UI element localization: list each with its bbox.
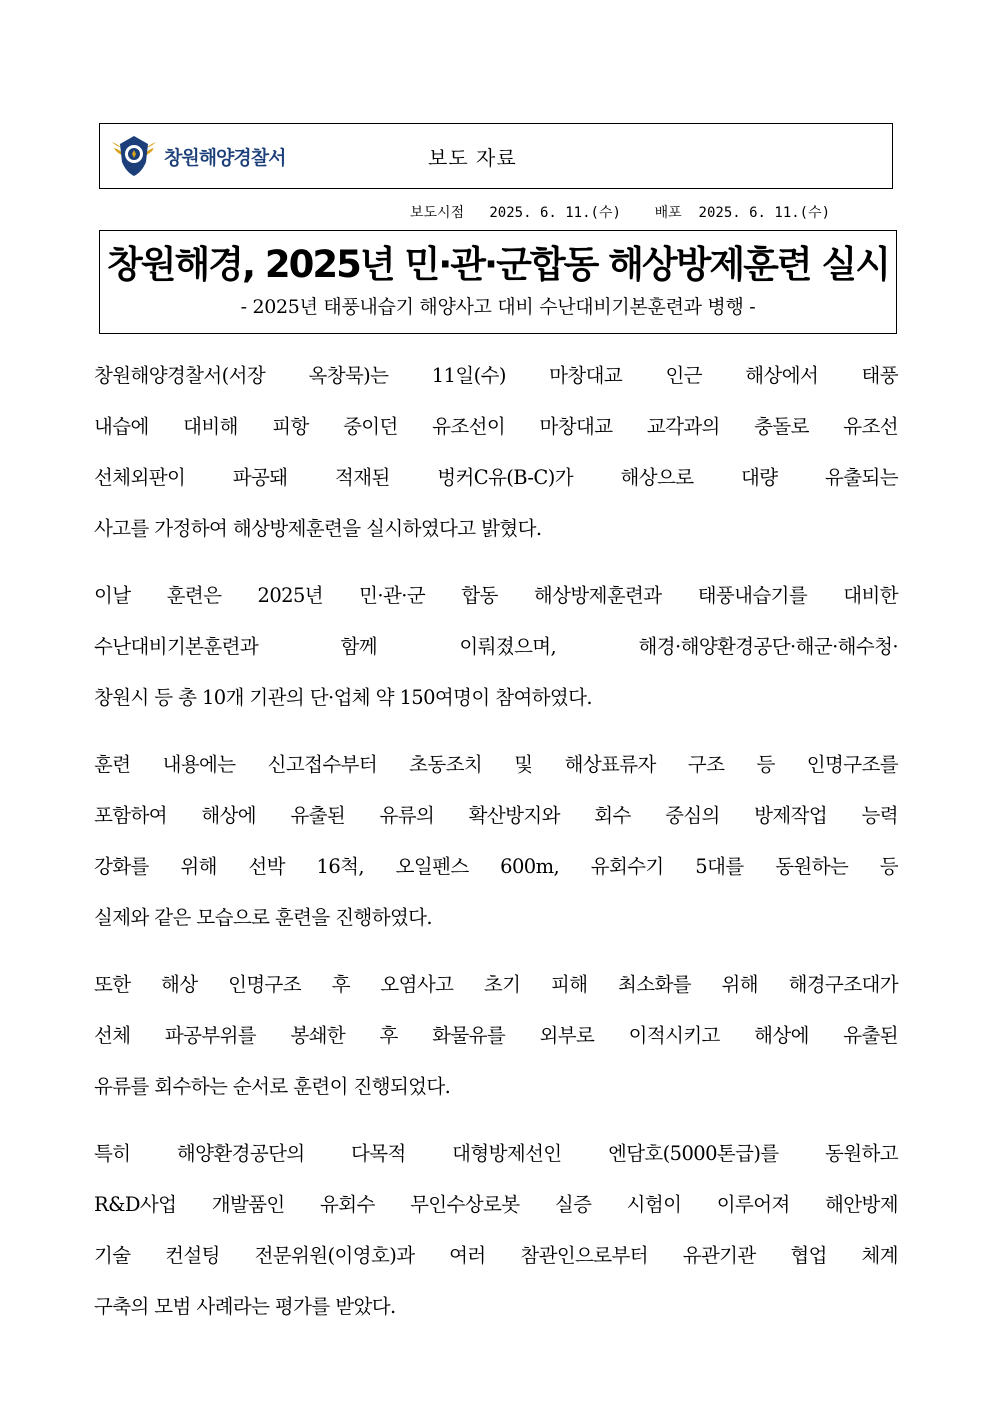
paragraph-line: 포함하여 해상에 유출된 유류의 확산방지와 회수 중심의 방제작업 능력 xyxy=(94,804,898,827)
org-logo xyxy=(110,134,285,178)
article-paragraph xyxy=(94,959,898,1112)
paragraph-line: R&D사업 개발품인 유회수 무인수상로봇 실증 시험이 이루어져 해안방제 xyxy=(94,1193,898,1216)
paragraph-line: 내습에 대비해 피항 중이던 유조선이 마창대교 교각과의 충돌로 유조선 xyxy=(94,415,898,438)
paragraph-line: 사고를 가정하여 해상방제훈련을 실시하였다고 밝혔다. xyxy=(94,517,542,540)
coast-guard-emblem-icon xyxy=(110,134,158,178)
paragraph-line: 선체외판이 파공돼 적재된 벙커C유(B-C)가 해상으로 대량 유출되는 xyxy=(94,466,898,489)
paragraph-line: 훈련 내용에는 신고접수부터 초동조치 및 해상표류자 구조 등 인명구조를 xyxy=(94,753,898,776)
article-body xyxy=(94,350,898,1348)
document-type: 보도 자료 xyxy=(428,146,517,170)
paragraph-line: 이날 훈련은 2025년 민·관·군 합동 해상방제훈련과 태풍내습기를 대비한 xyxy=(94,584,898,607)
paragraph-line: 강화를 위해 선박 16척, 오일펜스 600m, 유회수기 5대를 동원하는 등 xyxy=(94,855,898,878)
page-title: 창원해경, 2025년 민·관·군합동 해상방제훈련 실시 xyxy=(106,243,890,286)
paragraph-line: 구축의 모범 사례라는 평가를 받았다. xyxy=(94,1295,396,1318)
press-release-header xyxy=(99,123,893,189)
article-paragraph xyxy=(94,350,898,554)
org-name: 창원해양경찰서 xyxy=(164,146,286,169)
release-dates: 보도시점 2025. 6. 11.(수) 배포 2025. 6. 11.(수) xyxy=(410,205,831,221)
headline-box xyxy=(99,230,897,334)
paragraph-line: 기술 컨설팅 전문위원(이영호)과 여러 참관인으로부터 유관기관 협업 체계 xyxy=(94,1244,898,1267)
article-paragraph xyxy=(94,739,898,943)
paragraph-line: 수난대비기본훈련과 함께 이뤄졌으며, 해경·해양환경공단·해군·해수청· xyxy=(94,635,898,658)
paragraph-line: 창원해양경찰서(서장 옥창묵)는 11일(수) 마창대교 인근 해상에서 태풍 xyxy=(94,364,898,387)
paragraph-line: 특히 해양환경공단의 다목적 대형방제선인 엔담호(5000톤급)를 동원하고 xyxy=(94,1142,898,1165)
paragraph-line: 선체 파공부위를 봉쇄한 후 화물유를 외부로 이적시키고 해상에 유출된 xyxy=(94,1024,898,1047)
article-paragraph xyxy=(94,570,898,723)
paragraph-line: 실제와 같은 모습으로 훈련을 진행하였다. xyxy=(94,906,433,929)
article-paragraph xyxy=(94,1128,898,1332)
paragraph-line: 또한 해상 인명구조 후 오염사고 초기 피해 최소화를 위해 해경구조대가 xyxy=(94,973,898,996)
paragraph-line: 유류를 회수하는 순서로 훈련이 진행되었다. xyxy=(94,1075,451,1098)
page-subtitle: - 2025년 태풍내습기 해양사고 대비 수난대비기본훈련과 병행 - xyxy=(240,296,756,318)
paragraph-line: 창원시 등 총 10개 기관의 단·업체 약 150여명이 참여하였다. xyxy=(94,686,592,709)
